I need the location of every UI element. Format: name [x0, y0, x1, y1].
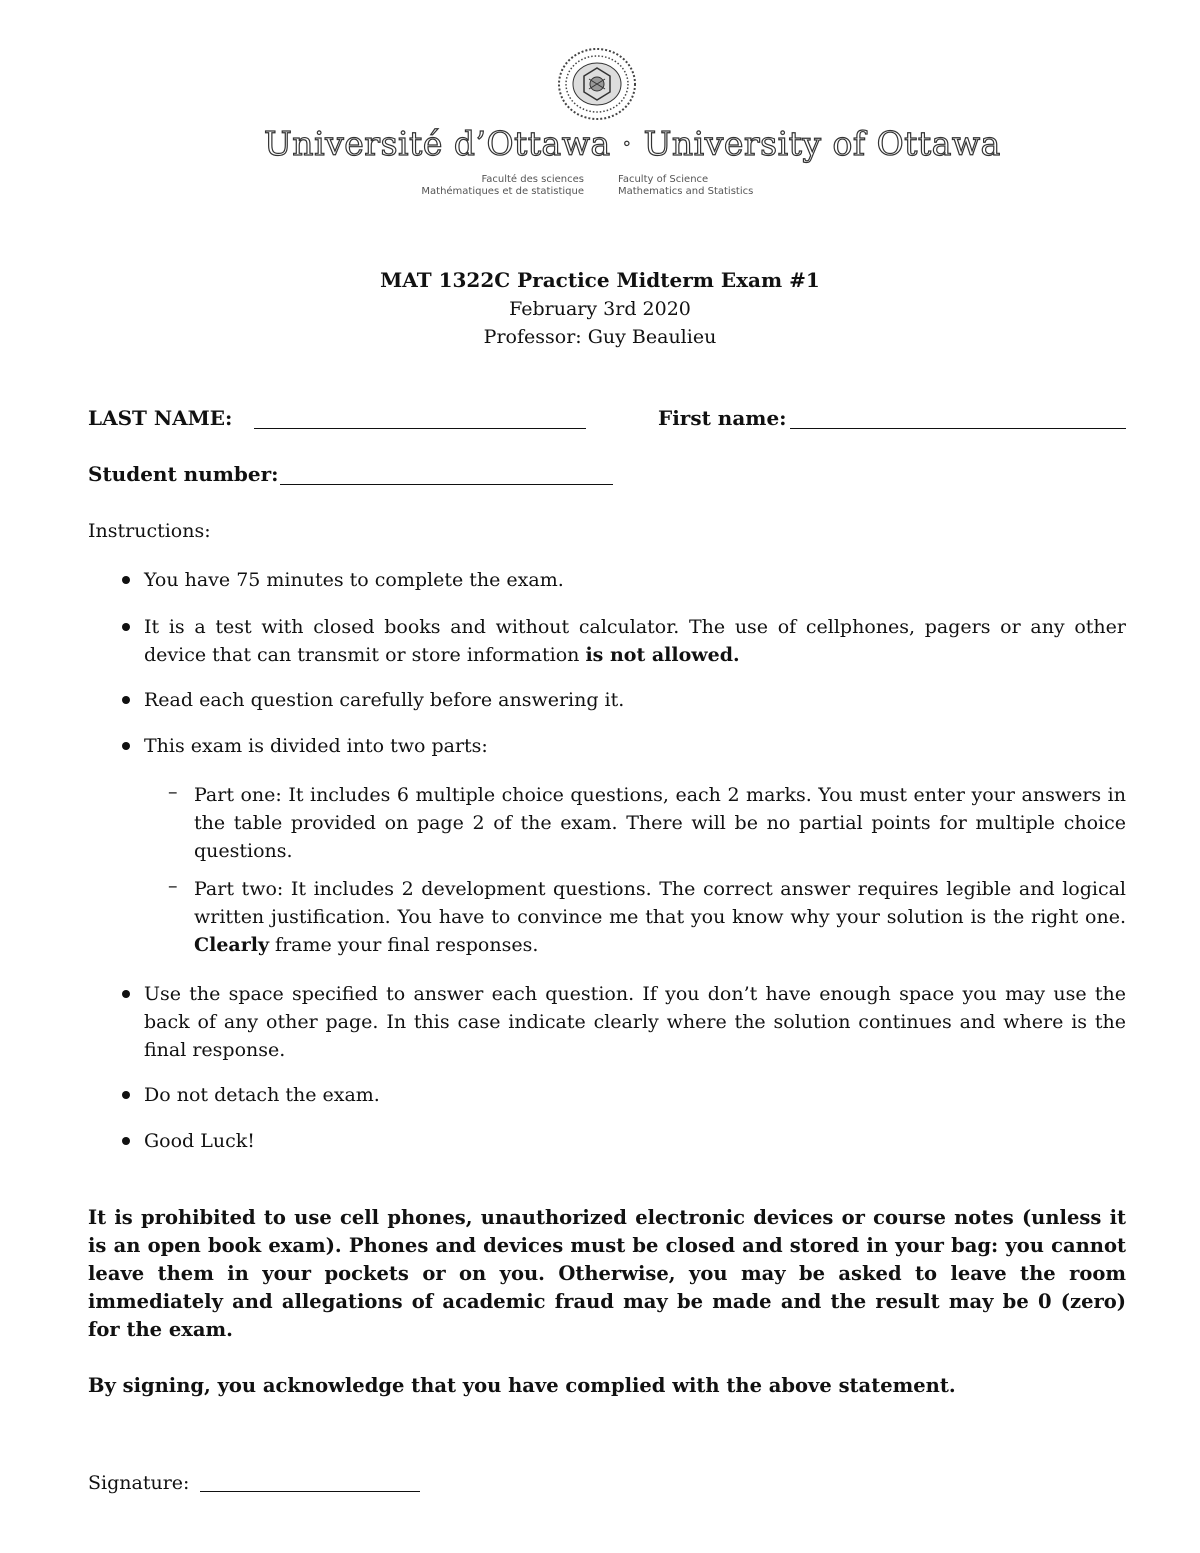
instruction-part-two-end: frame your final responses. — [269, 934, 539, 956]
instructions-label: Instructions: — [88, 520, 211, 542]
student-number-line[interactable] — [280, 484, 613, 485]
instruction-time: You have 75 minutes to complete the exam. — [144, 569, 564, 591]
exam-date: February 3rd 2020 — [509, 298, 691, 320]
instruction-part-two — [194, 875, 1126, 959]
instruction-closed-book-text: It is a test with closed books and without calculator. The use of cellphones, pagers or any other device that can transmit or store information — [144, 616, 1126, 666]
bullet-icon — [122, 576, 130, 584]
last-name-line[interactable] — [254, 428, 586, 429]
university-name: Université d’Ottawa · University of Ottawa — [264, 124, 1001, 163]
instruction-part-two-text: Part two: It includes 2 development questions. The correct answer requires legible and logical written justification. You have to convince me that you know why your solution is the right one. — [194, 878, 1126, 928]
last-name-label: LAST NAME: — [88, 406, 233, 430]
department-english-line1: Faculty of Science — [618, 174, 709, 185]
university-seal-icon — [556, 46, 638, 122]
instruction-read-carefully: Read each question carefully before answering it. — [144, 689, 625, 711]
bullet-icon — [122, 1091, 130, 1099]
instruction-two-parts: This exam is divided into two parts: — [144, 735, 488, 757]
signature-line[interactable] — [200, 1491, 420, 1492]
prohibition-notice: It is prohibited to use cell phones, unauthorized electronic devices or course notes (unless it is an open book exam). Phones and devices must be closed and stored in your bag: you cannot leave them in your pockets or on you. Otherwise, you may be asked to leave the room immediately and allegations of academic fraud may be made and the result may be 0 (zero) for the exam. — [88, 1206, 1126, 1341]
exam-title: MAT 1322C Practice Midterm Exam #1 — [380, 268, 820, 292]
signature-label: Signature: — [88, 1472, 190, 1494]
instruction-good-luck: Good Luck! — [144, 1130, 255, 1152]
bullet-icon — [122, 1137, 130, 1145]
bullet-icon — [122, 623, 130, 631]
first-name-line[interactable] — [790, 428, 1126, 429]
student-number-label: Student number: — [88, 462, 279, 486]
instruction-part-two-bold: Clearly — [194, 934, 270, 956]
department-french — [388, 174, 584, 198]
bullet-icon — [122, 742, 130, 750]
acknowledgement-statement: By signing, you acknowledge that you have complied with the above statement. — [88, 1374, 956, 1397]
instruction-part-one: Part one: It includes 6 multiple choice questions, each 2 marks. You must enter your answers in the table provided on page 2 of the exam. There will be no partial points for multiple choice questions. — [194, 784, 1126, 862]
department-english — [618, 174, 753, 198]
department-english-line2: Mathematics and Statistics — [618, 186, 754, 197]
department-french-line2: Mathématiques et de statistique — [421, 186, 584, 197]
bullet-icon — [122, 990, 130, 998]
exam-professor: Professor: Guy Beaulieu — [483, 326, 717, 348]
department-french-line1: Faculté des sciences — [481, 174, 584, 185]
instruction-closed-book-bold: is not allowed. — [585, 644, 740, 666]
instruction-closed-book — [144, 613, 1126, 669]
instruction-space: Use the space specified to answer each question. If you don’t have enough space you may use the back of any other page. In this case indicate clearly where the solution continues and where is the final response. — [144, 983, 1126, 1061]
first-name-label: First name: — [658, 406, 787, 430]
instruction-do-not-detach: Do not detach the exam. — [144, 1084, 380, 1106]
dash-icon: – — [168, 875, 178, 897]
bullet-icon — [122, 696, 130, 704]
dash-icon: – — [168, 781, 178, 803]
